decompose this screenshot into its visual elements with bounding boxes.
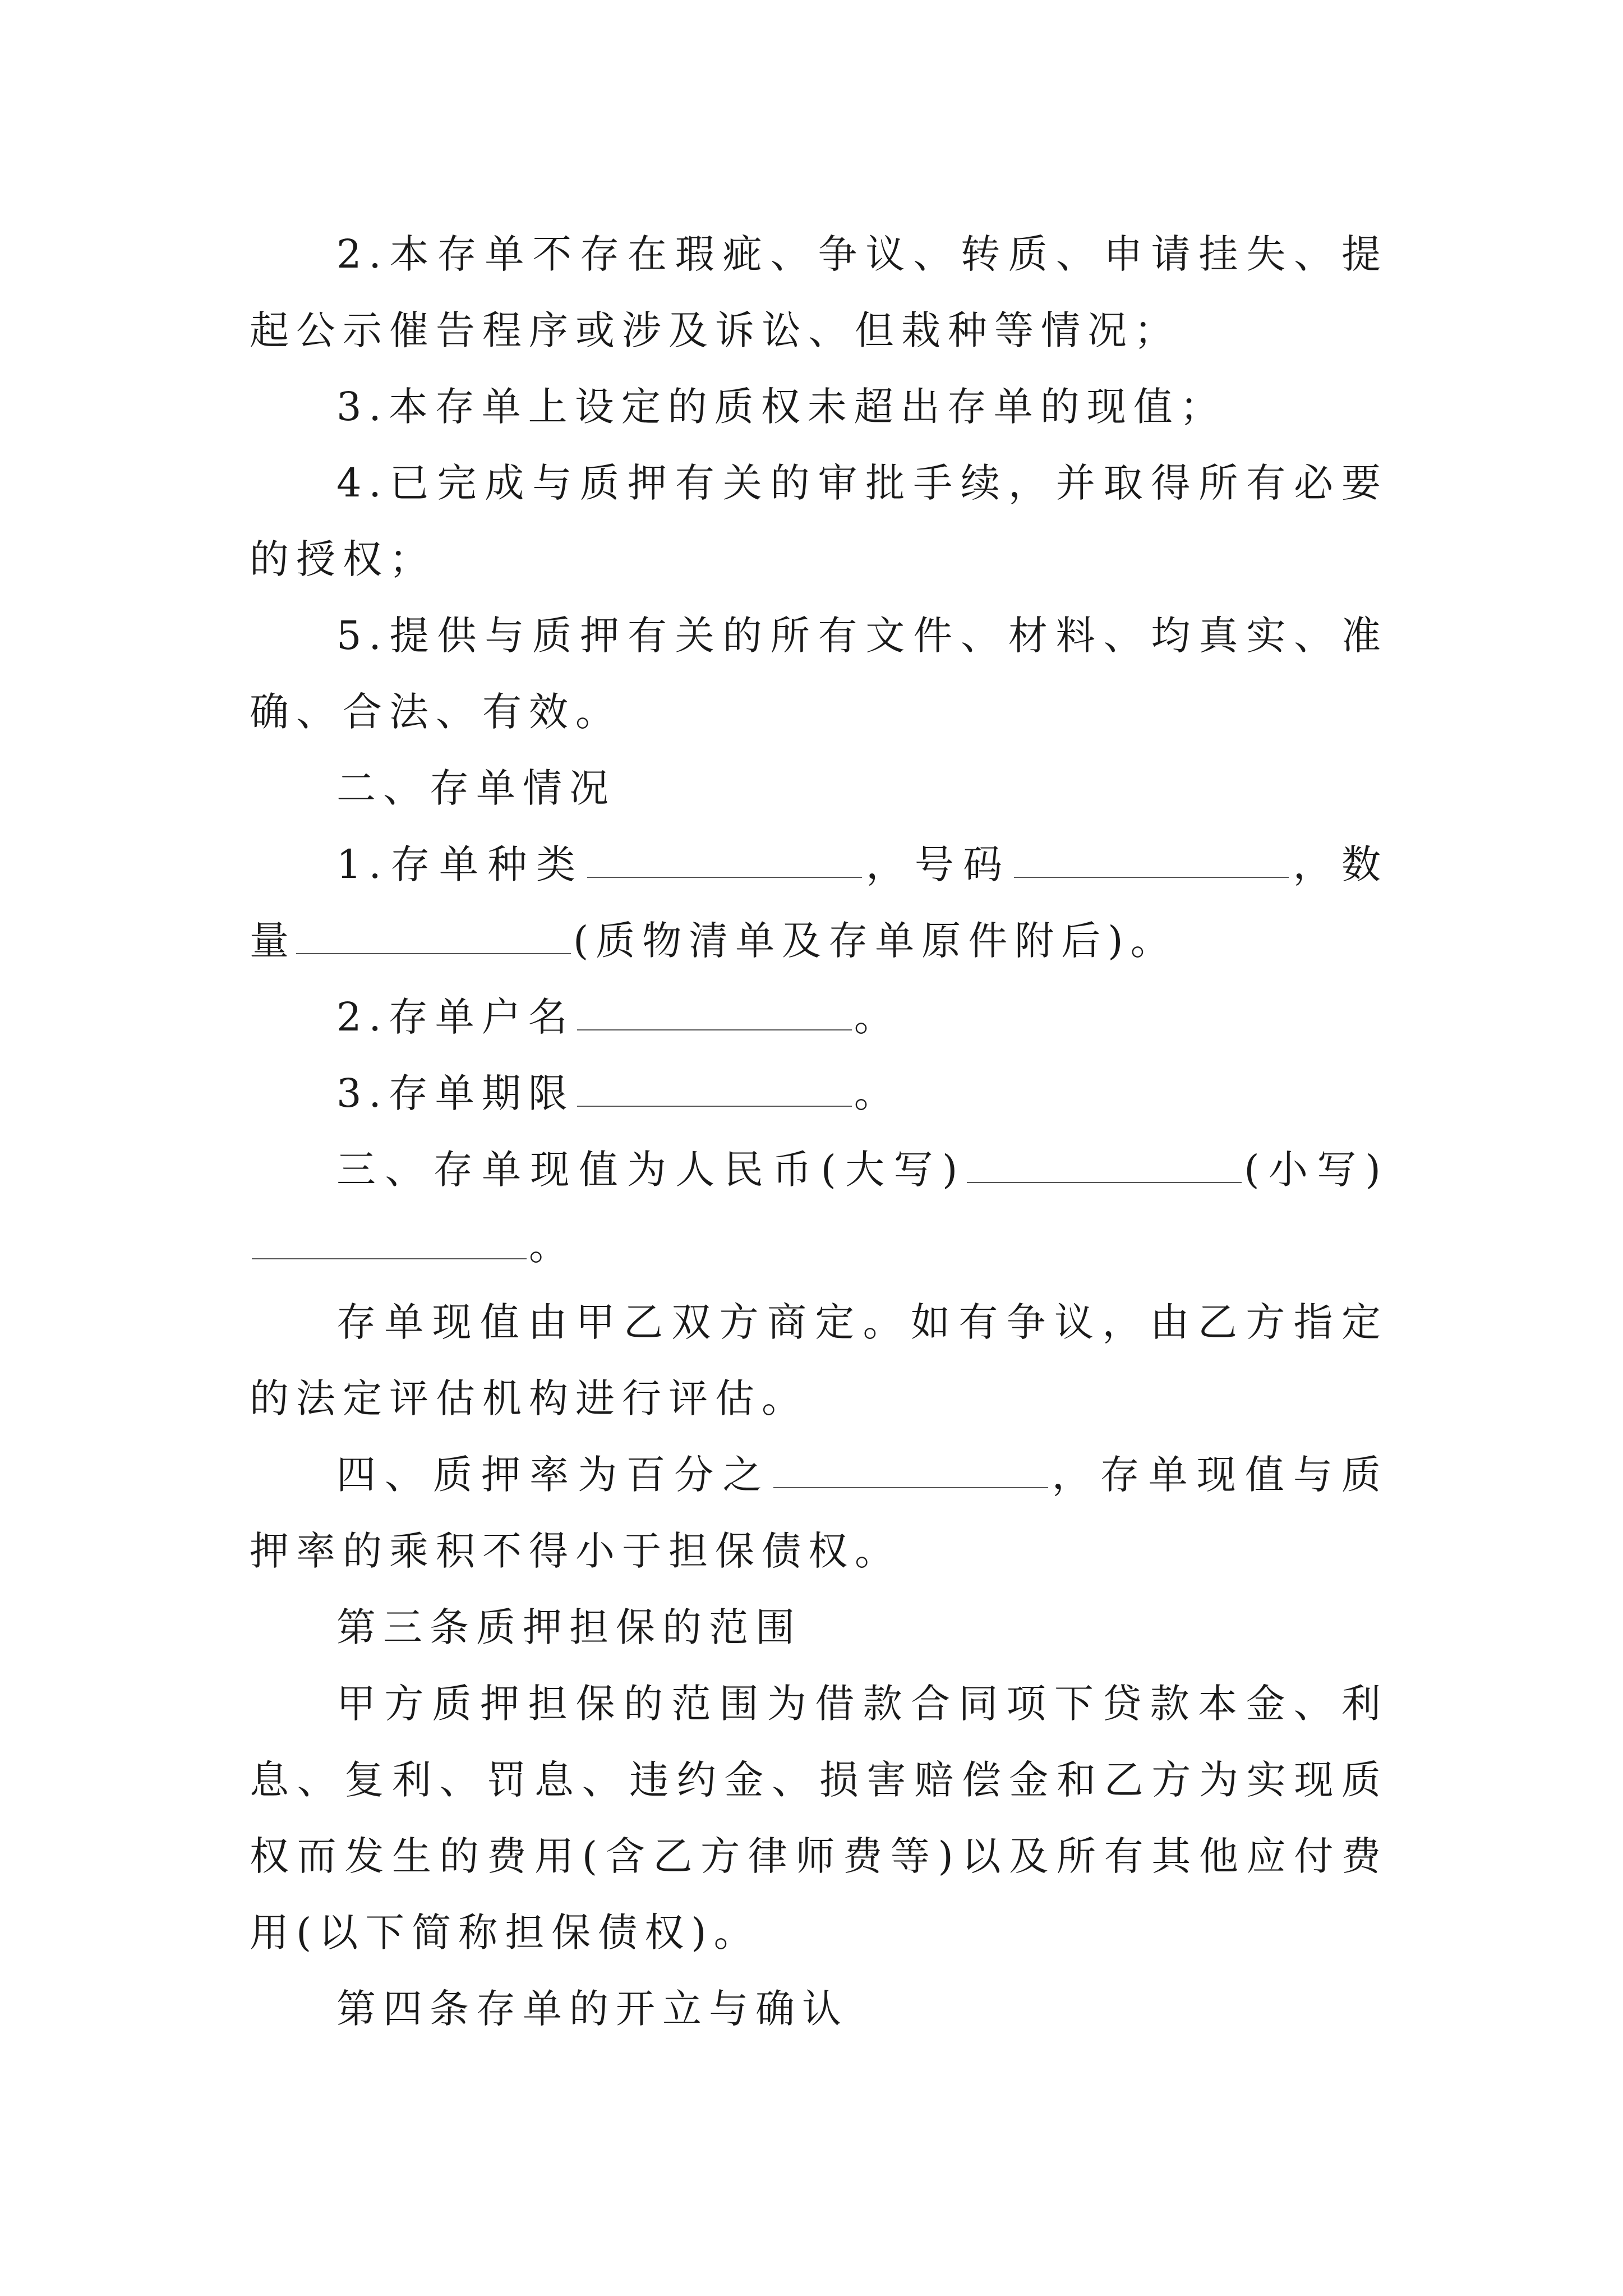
deposit-term-end: 。 (854, 1070, 901, 1116)
clause-3-text: 3.本存单上设定的质权未超出存单的现值； (336, 384, 1227, 430)
value-end: 。 (529, 1223, 575, 1269)
article-3-heading (250, 1589, 1388, 1665)
clause-4-approval (250, 445, 1388, 597)
article-3-heading-text: 第三条质押担保的范围 (336, 1604, 802, 1650)
deposit-term-label: 3.存单期限 (336, 1070, 575, 1116)
pledge-rate-rest: ，存单现值与质押率的乘积不得小于担保债权。 (250, 1452, 1388, 1574)
section-3-note (250, 1284, 1388, 1437)
value-lowercase-blank[interactable] (252, 1236, 527, 1259)
article-4-heading-text: 第四条存单的开立与确认 (336, 1986, 849, 2032)
article-3-body (250, 1665, 1388, 1971)
value-uppercase-label: 三、存单现值为人民币(大写) (336, 1147, 965, 1193)
deposit-account-name-line (250, 979, 1388, 1055)
article-3-body-text: 甲方质押担保的范围为借款合同项下贷款本金、利息、复利、罚息、违约金、损害赔偿金和乙方为实现质权而发生的费用(含乙方律师费等)以及所有其他应付费用(以下简称担保债权)。 (250, 1681, 1388, 1955)
deposit-account-name-blank[interactable] (577, 1007, 852, 1030)
deposit-quantity-blank[interactable] (296, 931, 571, 954)
pledge-rate-label: 四、质押率为百分之 (336, 1452, 771, 1498)
value-lowercase-label: (小写) (1244, 1147, 1388, 1193)
section-3-note-text: 存单现值由甲乙双方商定。如有争议，由乙方指定的法定评估机构进行评估。 (250, 1299, 1388, 1421)
deposit-type-label: 1.存单种类 (336, 841, 585, 887)
clause-2-text: 2.本存单不存在瑕疵、争议、转质、申请挂失、提起公示催告程序或涉及诉讼、但栽种等情况； (250, 231, 1388, 353)
clause-2-no-defects (250, 216, 1388, 369)
clause-3-pledge-limit (250, 369, 1388, 445)
deposit-account-name-label: 2.存单户名 (336, 994, 575, 1040)
value-uppercase-blank[interactable] (967, 1159, 1242, 1183)
clause-5-text: 5.提供与质押有关的所有文件、材料、均真实、准确、合法、有效。 (250, 613, 1388, 735)
pledge-rate-blank[interactable] (773, 1465, 1048, 1488)
deposit-type-blank[interactable] (587, 854, 862, 878)
deposit-number-blank[interactable] (1014, 854, 1289, 878)
section-2-heading (250, 750, 1388, 826)
clause-4-text: 4.已完成与质押有关的审批手续，并取得所有必要的授权； (250, 460, 1388, 582)
deposit-term-blank[interactable] (577, 1083, 852, 1107)
section-2-heading-text: 二、存单情况 (336, 765, 616, 811)
deposit-type-line (250, 826, 1388, 979)
section-3-current-value (250, 1131, 1388, 1284)
section-4-pledge-rate (250, 1437, 1388, 1589)
clause-5-documents (250, 597, 1388, 750)
deposit-quantity-label: ，数量 (250, 841, 1389, 964)
document-page (250, 216, 1388, 2047)
deposit-term-line (250, 1055, 1388, 1131)
deposit-attachment-note: (质物清单及存单原件附后)。 (573, 918, 1177, 964)
deposit-number-label: ，号码 (864, 841, 1012, 887)
article-4-heading (250, 1971, 1388, 2047)
deposit-account-name-end: 。 (854, 994, 901, 1040)
